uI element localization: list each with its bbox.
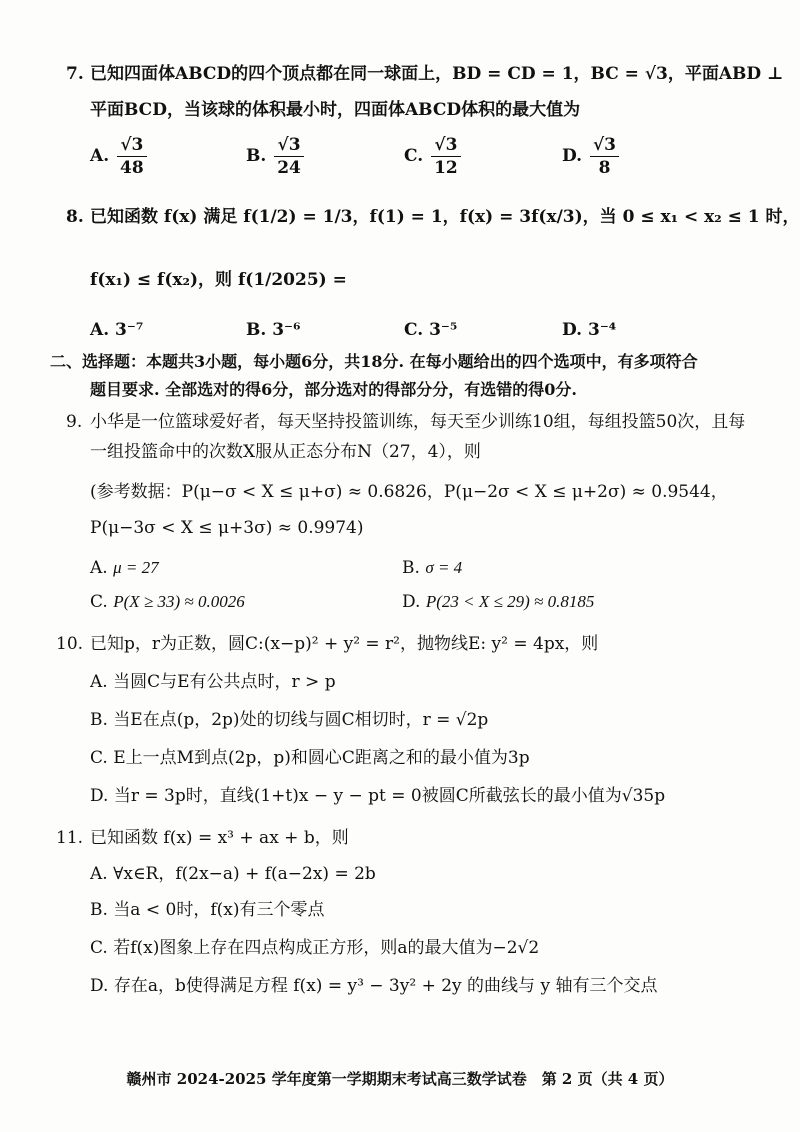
q8-number: 8. xyxy=(66,207,84,227)
q8-option-b: B. 3⁻⁶ xyxy=(246,320,301,340)
q11-option-d: D. 存在a，b使得满足方程 f(x) = y³ − 3y² + 2y 的曲线与 y 轴有三个交点 xyxy=(90,976,658,996)
q7-text-line1: 已知四面体ABCD的四个顶点都在同一球面上，BD = CD = 1，BC = √3，平面ABD ⊥ xyxy=(90,64,784,84)
q9-option-d: D. P(23 < X ≤ 29) ≈ 0.8185 xyxy=(402,592,595,612)
q8-text-line1: 已知函数 f(x) 满足 f(1/2) = 1/3，f(1) = 1，f(x) = 3f(x/3)，当 0 ≤ x₁ < x₂ ≤ 1 时， xyxy=(90,207,800,227)
q8-option-d: D. 3⁻⁴ xyxy=(562,320,617,340)
q9-text-line2: 一组投篮命中的次数X服从正态分布N（27，4），则 xyxy=(90,442,481,462)
q11-number: 11. xyxy=(56,828,84,848)
section2-line1: 二、选择题：本题共3小题，每小题6分，共18分. 在每小题给出的四个选项中，有多项符合 xyxy=(50,352,698,371)
q11-text: 已知函数 f(x) = x³ + ax + b，则 xyxy=(90,828,349,848)
q9-option-a: A. μ = 27 xyxy=(90,558,159,578)
q7-number: 7. xyxy=(66,64,84,84)
q10-text: 已知p，r为正数，圆C:(x−p)² + y² = r²，抛物线E: y² = 4px，则 xyxy=(90,634,599,654)
section2-line2: 题目要求. 全部选对的得6分，部分选对的得部分分，有选错的得0分. xyxy=(90,380,577,399)
q9-option-c: C. P(X ≥ 33) ≈ 0.0026 xyxy=(90,592,245,612)
page-footer: 赣州市 2024-2025 学年度第一学期期末考试高三数学试卷 第 2 页（共 4 页） xyxy=(126,1070,674,1088)
q7-option-c: C. $\frac{√3}{12}$ xyxy=(404,134,463,179)
q10-option-b: B. 当E在点(p，2p)处的切线与圆C相切时，r = √2p xyxy=(90,710,489,730)
q9-ref-line2: P(μ−3σ < X ≤ μ+3σ) ≈ 0.9974) xyxy=(90,518,364,538)
q10-option-a: A. 当圆C与E有公共点时，r > p xyxy=(90,672,336,692)
q7-text-line2: 平面BCD，当该球的体积最小时，四面体ABCD体积的最大值为 xyxy=(90,100,581,120)
q8-text-line2: f(x₁) ≤ f(x₂)，则 f(1/2025) = xyxy=(90,270,347,290)
q8-option-a: A. 3⁻⁷ xyxy=(90,320,144,340)
q10-option-c: C. E上一点M到点(2p，p)和圆心C距离之和的最小值为3p xyxy=(90,748,530,768)
q10-option-d: D. 当r = 3p时，直线(1+t)x − y − pt = 0被圆C所截弦长的最小值为√35p xyxy=(90,786,666,806)
q9-number: 9. xyxy=(66,412,83,432)
q9-ref-line1: (参考数据：P(μ−σ < X ≤ μ+σ) ≈ 0.6826，P(μ−2σ < X ≤ μ+2σ) ≈ 0.9544， xyxy=(90,482,728,502)
q7-option-d: D. $\frac{√3}{8}$ xyxy=(562,134,621,179)
q10-number: 10. xyxy=(56,634,84,654)
q11-option-c: C. 若f(x)图象上存在四点构成正方形，则a的最大值为−2√2 xyxy=(90,938,540,958)
q8-option-c: C. 3⁻⁵ xyxy=(404,320,458,340)
q9-option-b: B. σ = 4 xyxy=(402,558,463,578)
q9-text-line1: 小华是一位篮球爱好者，每天坚持投篮训练，每天至少训练10组，每组投篮50次，且每 xyxy=(90,412,746,432)
q11-option-b: B. 当a < 0时，f(x)有三个零点 xyxy=(90,900,325,920)
q7-option-b: B. $\frac{√3}{24}$ xyxy=(246,134,306,179)
q7-option-a: A. $\frac{√3}{48}$ xyxy=(90,134,149,179)
q11-option-a: A. ∀x∈R，f(2x−a) + f(a−2x) = 2b xyxy=(90,864,376,884)
